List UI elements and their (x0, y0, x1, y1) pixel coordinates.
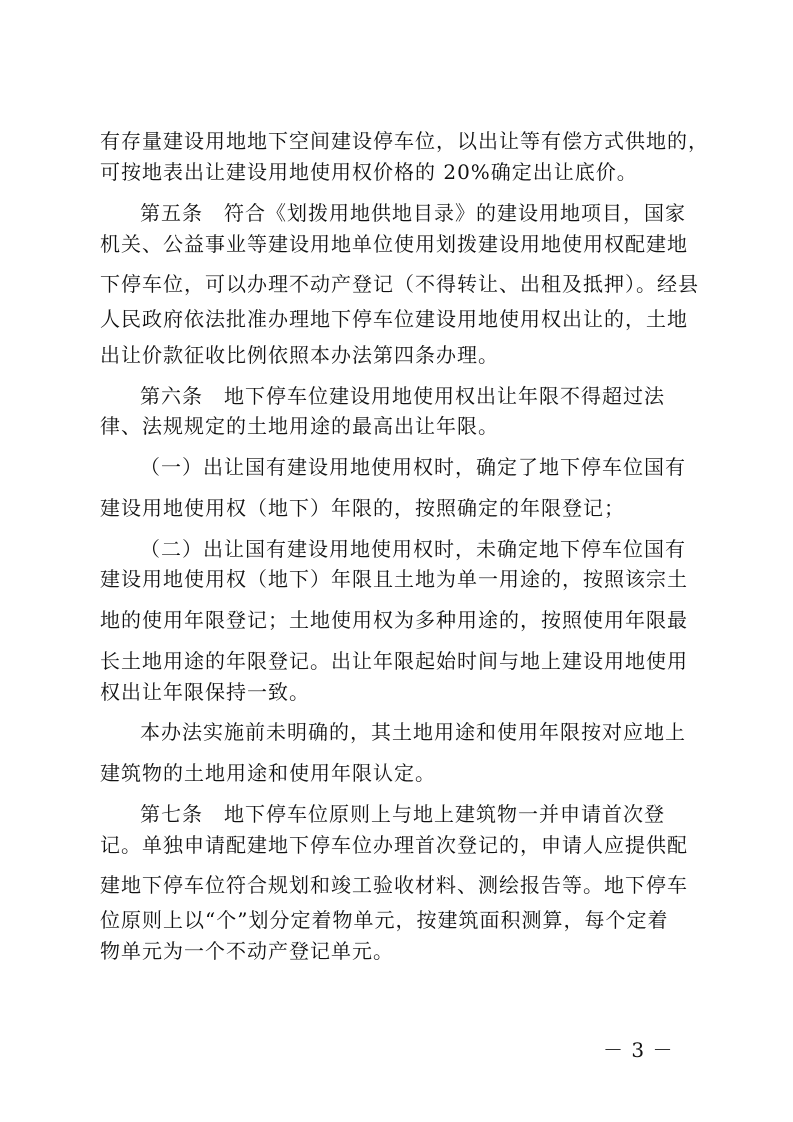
text-line: 记。单独申请配建地下停车位办理首次登记的，申请人应提供配 (100, 833, 688, 857)
text-line: 有存量建设用地地下空间建设停车位，以出让等有偿方式供地的， (100, 129, 709, 153)
text-line: 建设用地使用权（地下）年限且土地为单一用途的，按照该宗土 (100, 567, 688, 591)
text-line: 出让价款征收比例依照本办法第四条办理。 (100, 343, 499, 367)
article-6-heading-line: 第六条 地下停车位建设用地使用权出让年限不得超过法 (140, 384, 665, 408)
text-line: 机关、公益事业等建设用地单位使用划拨建设用地使用权配建地 (100, 232, 688, 256)
clause-2-line: （二）出让国有建设用地使用权时，未确定地下停车位国有 (140, 537, 686, 561)
text-line: 位原则上以“个”划分定着物单元，按建筑面积测算，每个定着 (100, 908, 669, 932)
text-line: 人民政府依法批准办理地下停车位建设用地使用权出让的，土地 (100, 307, 688, 331)
text-line: 下停车位，可以办理不动产登记（不得转让、出租及抵押）。经县 (100, 272, 699, 296)
page-number: － 3 － (603, 1038, 674, 1062)
text-line: 律、法规规定的土地用途的最高出让年限。 (100, 414, 499, 438)
text-line: 建筑物的土地用途和使用年限认定。 (100, 761, 436, 785)
text-line: 长土地用途的年限登记。出让年限起始时间与地上建设用地使用 (100, 649, 688, 673)
text-line: 建设用地使用权（地下）年限的，按照确定的年限登记； (100, 496, 625, 520)
text-line: 建地下停车位符合规划和竣工验收材料、测绘报告等。地下停车 (100, 873, 688, 897)
text-line: 可按地表出让建设用地使用权价格的 20%确定出让底价。 (100, 160, 638, 184)
article-5-heading-line: 第五条 符合《划拨用地供地目录》的建设用地项目，国家 (140, 201, 686, 225)
text-line: 地的使用年限登记；土地使用权为多种用途的，按照使用年限最 (100, 608, 688, 632)
clause-1-line: （一）出让国有建设用地使用权时，确定了地下停车位国有 (140, 455, 686, 479)
text-line: 权出让年限保持一致。 (100, 680, 310, 704)
text-line: 本办法实施前未明确的，其土地用途和使用年限按对应地上 (140, 720, 686, 744)
article-7-heading-line: 第七条 地下停车位原则上与地上建筑物一并申请首次登 (140, 802, 665, 826)
text-line: 物单元为一个不动产登记单元。 (100, 939, 394, 963)
